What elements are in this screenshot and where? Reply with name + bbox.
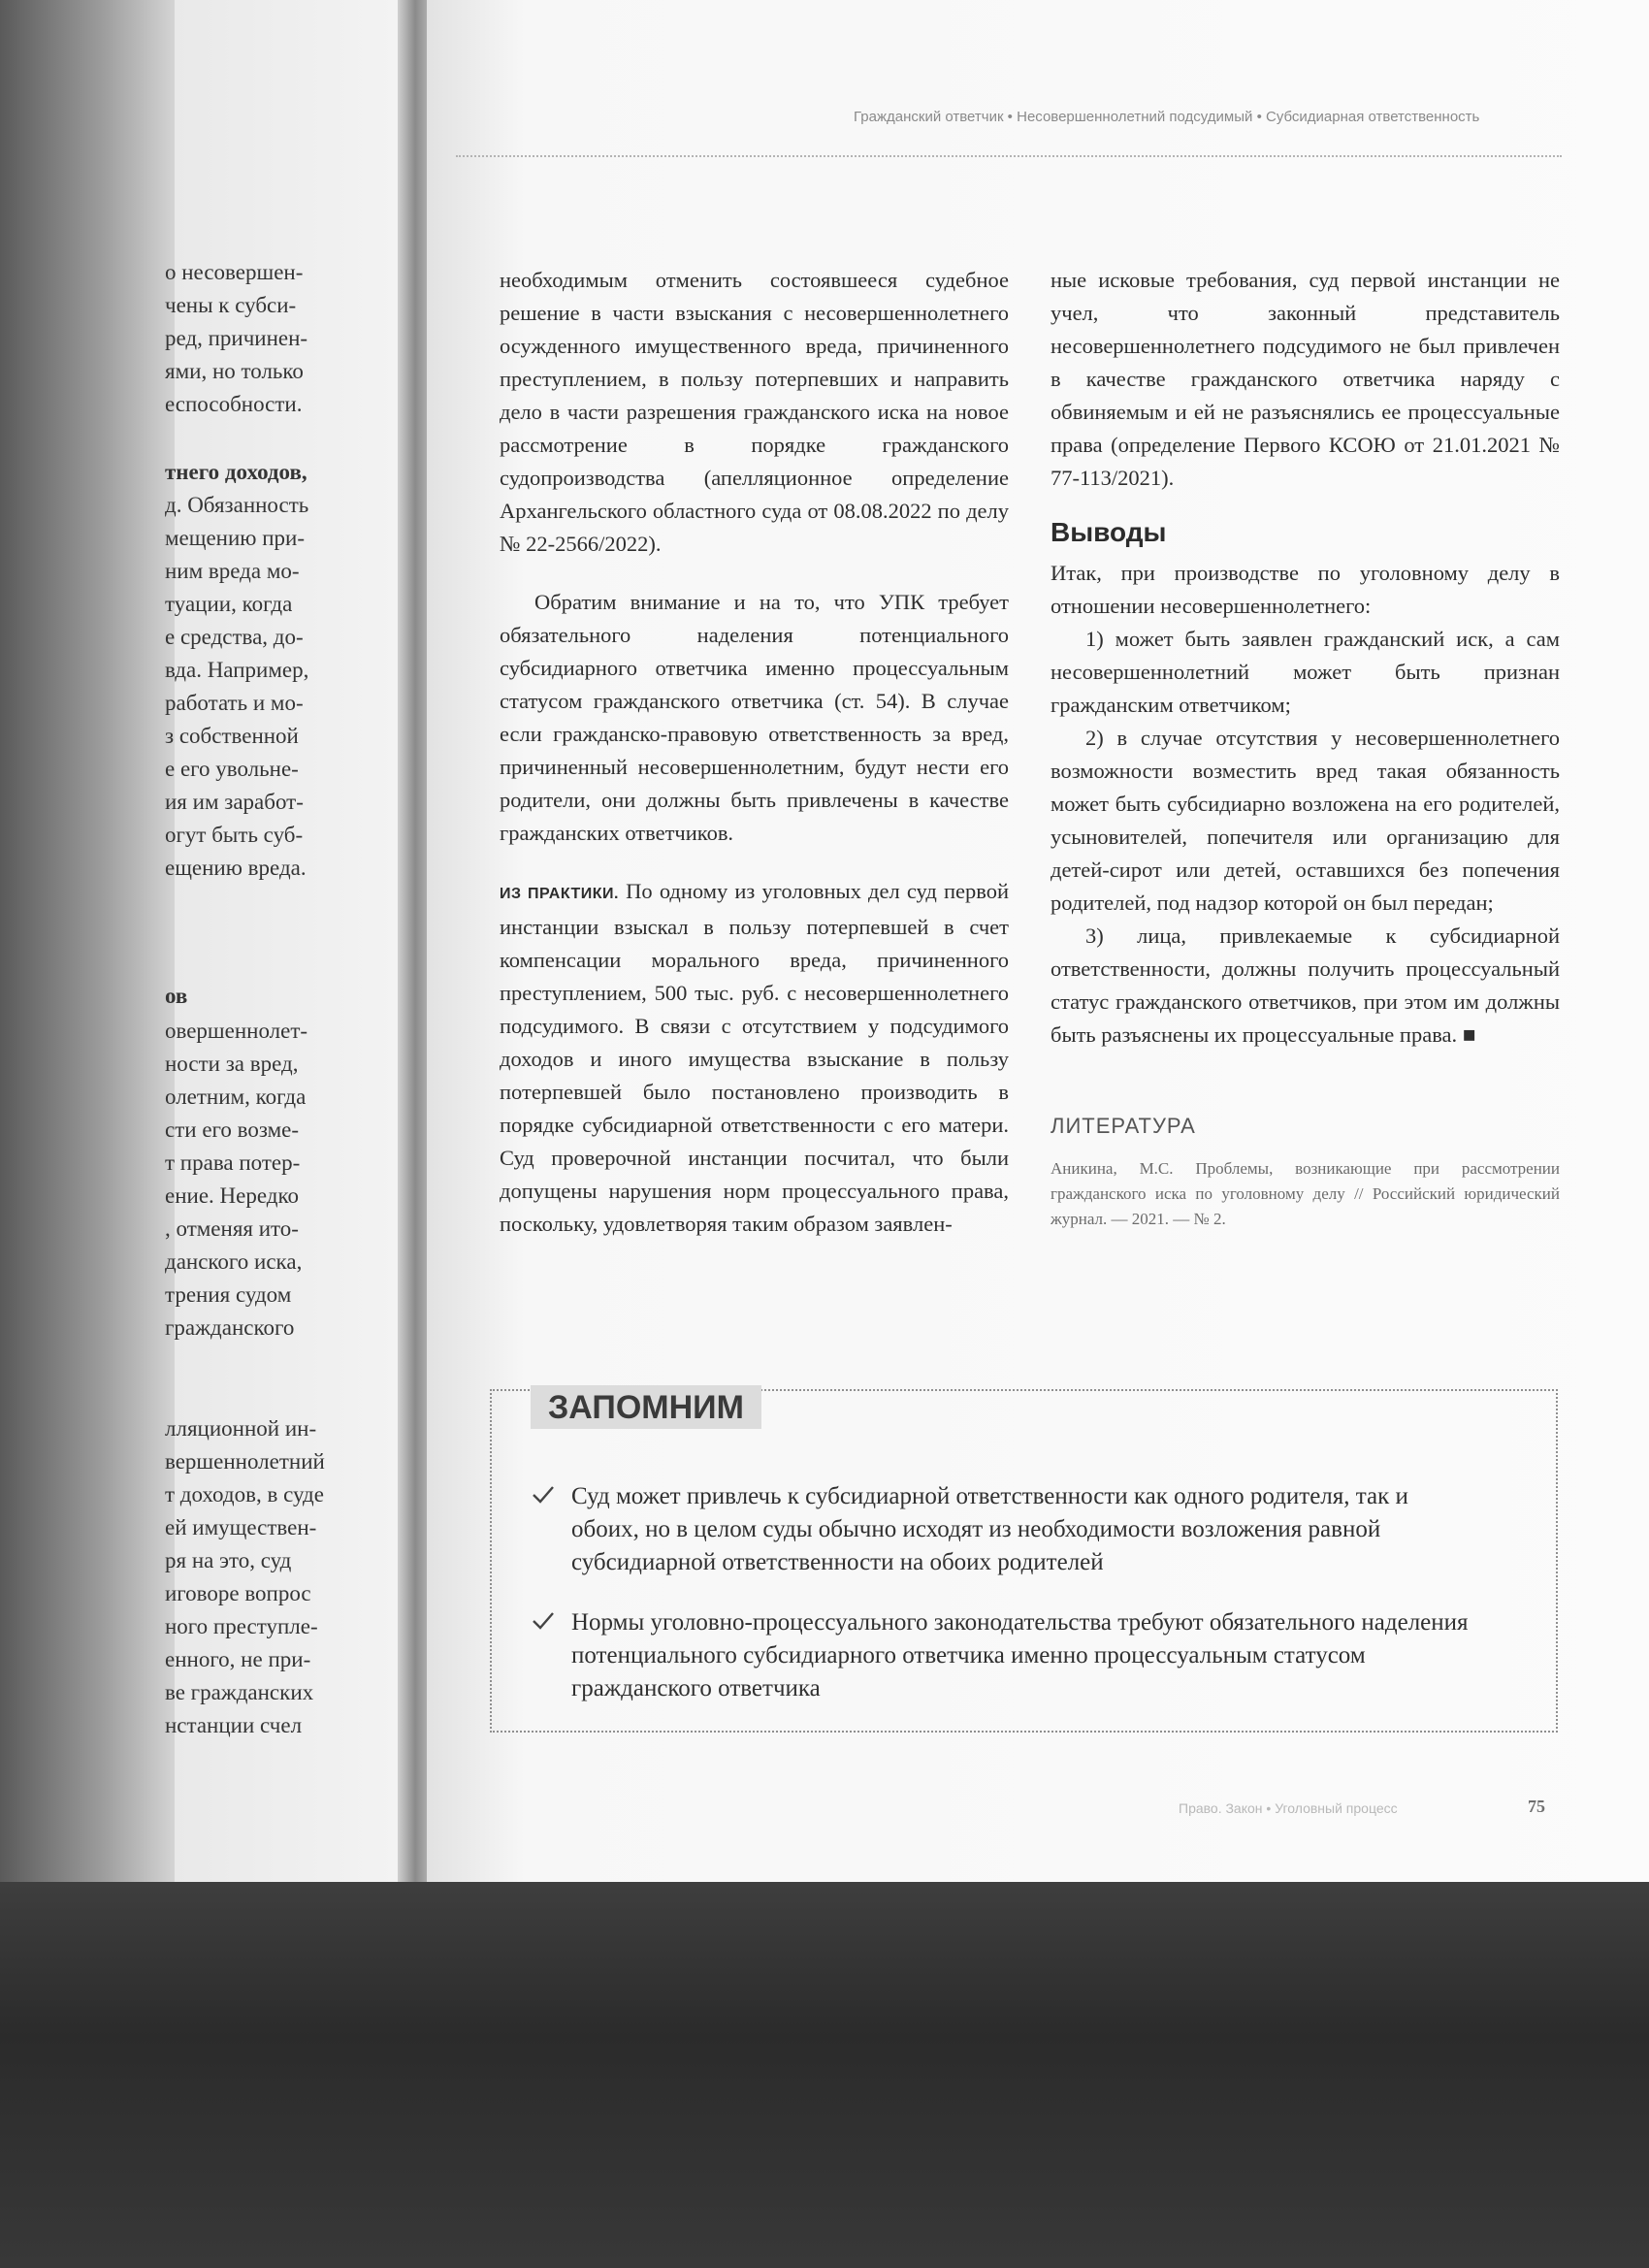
column-2 <box>1051 264 1560 1232</box>
left-page-line: огут быть суб- <box>165 823 304 847</box>
left-page-line: ей имуществен- <box>165 1515 317 1539</box>
left-page-line: мещению при- <box>165 526 306 550</box>
left-page-line: работать и мо- <box>165 691 304 715</box>
left-page-line: ве гражданских <box>165 1680 314 1704</box>
practice-label: ИЗ ПРАКТИКИ. <box>500 886 619 902</box>
left-page-line: тнего доходов, <box>165 460 307 484</box>
remember-item-text: Нормы уголовно-процессуального законодательства требуют обязательного наделения потенциального субсидиарного ответчика именно процессуальным статусом гражданского ответчика <box>571 1609 1469 1701</box>
checkmark-icon <box>531 1482 556 1507</box>
left-page-line: е его увольне- <box>165 757 299 781</box>
left-page-line: овершеннолет- <box>165 1019 308 1043</box>
left-page-line: ещению вреда. <box>165 856 307 880</box>
left-page-line: е средства, до- <box>165 625 304 649</box>
conclusion-item-2: 2) в случае отсутствия у несовершеннолетнего возможности возместить вред такая обязанность может быть субсидиарно возложена на его родителей, усыновителей, попечителя или организацию для детей-сирот или детей, оставшихся без попечения родителей, под надзор которой он был передан; <box>1051 726 1560 915</box>
left-page-line: чены к субси- <box>165 293 297 317</box>
column-1 <box>500 264 1009 1266</box>
running-head: Гражданский ответчик • Несовершеннолетний подсудимый • Субсидиарная ответственность <box>854 109 1480 125</box>
left-page-line: з собственной <box>165 724 299 748</box>
col1-paragraph-1: необходимым отменить состоявшееся судебное решение в части взыскания с несовершеннолетнего осужденного имущественного вреда, причиненного преступлением, в пользу потерпевших и направить дело в части разрешения гражданского иска на новое рассмотрение в порядке гражданского судопроизводства (апелляционное определение Архангельского областного суда от 08.08.2022 по делу № 22-2566/2022). <box>500 268 1009 556</box>
col1-paragraph-2: Обратим внимание и на то, что УПК требует обязательного наделения потенциального субсидиарного ответчика именно процессуальным статусом гражданского ответчика (ст. 54). В случае если гражданско-правовую ответственность за вред, причиненный несовершеннолетним, будут нести его родители, они должны быть привлечены в качестве гражданских ответчиков. <box>500 590 1009 845</box>
left-page-line: ного преступле- <box>165 1614 318 1638</box>
left-page-line: еспособности. <box>165 392 303 416</box>
scan-shadow-left <box>0 0 179 1892</box>
conclusions-intro: Итак, при производстве по уголовному делу в отношении несовершеннолетнего: <box>1051 561 1560 618</box>
remember-box <box>490 1389 1558 1733</box>
left-page-line: вершеннолетний <box>165 1449 325 1474</box>
left-page-line: ение. Нередко <box>165 1183 299 1208</box>
literature-heading: ЛИТЕРАТУРА <box>1051 1114 1196 1138</box>
left-page-line: ями, но только <box>165 359 304 383</box>
left-page-line: ия им заработ- <box>165 790 304 814</box>
scan-background-bottom <box>0 1882 1649 2268</box>
left-page-line: олетним, когда <box>165 1085 307 1109</box>
conclusion-item-1: 1) может быть заявлен гражданский иск, а сам несовершеннолетний может быть признан гражданским ответчиком; <box>1051 627 1560 717</box>
left-page-line: иговоре вопрос <box>165 1581 311 1605</box>
checkmark-icon <box>531 1608 556 1634</box>
left-page-line: лляционной ин- <box>165 1416 317 1441</box>
conclusion-item-3-text: 3) лица, привлекаемые к субсидиарной ответственности, должны получить процессуальный статус гражданского ответчиков, при этом им должны быть разъяснены их процессуальные права. <box>1051 923 1560 1047</box>
literature-reference: Аникина, М.С. Проблемы, возникающие при рассмотрении гражданского иска по уголовному делу // Российский юридический журнал. — 2021. — № 2. <box>1051 1159 1560 1228</box>
left-page-line: т права потер- <box>165 1150 301 1175</box>
conclusions-heading: Выводы <box>1051 517 1167 547</box>
left-page-line: ред, причинен- <box>165 326 308 350</box>
remember-item-text: Суд может привлечь к субсидиарной ответственности как одного родителя, так и обоих, но в целом суды обычно исходят из необходимости возложения равной субсидиарной ответственности на обоих родителей <box>571 1483 1408 1575</box>
left-page <box>165 0 417 1892</box>
left-page-line: сти его возме- <box>165 1118 300 1142</box>
page-number: 75 <box>1528 1797 1545 1816</box>
left-page-line: енного, не при- <box>165 1647 311 1671</box>
left-page-line: трения судом <box>165 1282 292 1307</box>
conclusion-item-3 <box>1051 920 1560 1052</box>
left-page-line: д. Обязанность <box>165 493 309 517</box>
left-page-line: данского иска, <box>165 1249 303 1274</box>
practice-text: По одному из уголовных дел суд первой инстанции взыскал в пользу потерпевшей в счет компенсации морального вреда, причиненного преступлением, 500 тыс. руб. с несовершеннолетнего подсудимого. В связи с отсутствием у подсудимого доходов и иного имущества взыскание в пользу потерпевшей было постановлено производить в порядке субсидиарной ответственности с его матери. Суд проверочной инстанции посчитал, что были допущены нарушения норм процессуального права, поскольку, удовлетворяя таким образом заявлен- <box>500 879 1010 1236</box>
left-page-line: о несовершен- <box>165 260 304 284</box>
left-page-line: ря на это, суд <box>165 1548 292 1572</box>
left-page-line: ов <box>165 984 188 1008</box>
end-mark-icon: ■ <box>1462 1022 1476 1047</box>
footer-journal: Право. Закон • Уголовный процесс <box>1179 1800 1398 1816</box>
remember-item <box>531 1480 1478 1579</box>
remember-item <box>531 1606 1478 1705</box>
left-page-line: вда. Например, <box>165 658 309 682</box>
conclusions-list <box>1051 557 1560 1052</box>
left-page-line: гражданского <box>165 1315 295 1340</box>
col1-practice-paragraph <box>500 875 1009 1241</box>
left-page-line: ним вреда мо- <box>165 559 300 583</box>
left-page-line: туации, когда <box>165 592 293 616</box>
left-page-line: т доходов, в суде <box>165 1482 324 1507</box>
remember-title: ЗАПОМНИМ <box>531 1385 761 1429</box>
left-page-line: ности за вред, <box>165 1052 299 1076</box>
left-page-line: , отменяя ито- <box>165 1216 299 1241</box>
col2-paragraph-1: ные исковые требования, суд первой инстанции не учел, что законный представитель несовершеннолетнего подсудимого не был привлечен в качестве гражданского ответчика наряду с обвиняемым и ей не разъяснялись ее процессуальные права (определение Первого КСОЮ от 21.01.2021 № 77-113/2021). <box>1051 268 1560 490</box>
header-divider <box>456 155 1562 157</box>
left-page-line: нстанции счел <box>165 1713 303 1737</box>
